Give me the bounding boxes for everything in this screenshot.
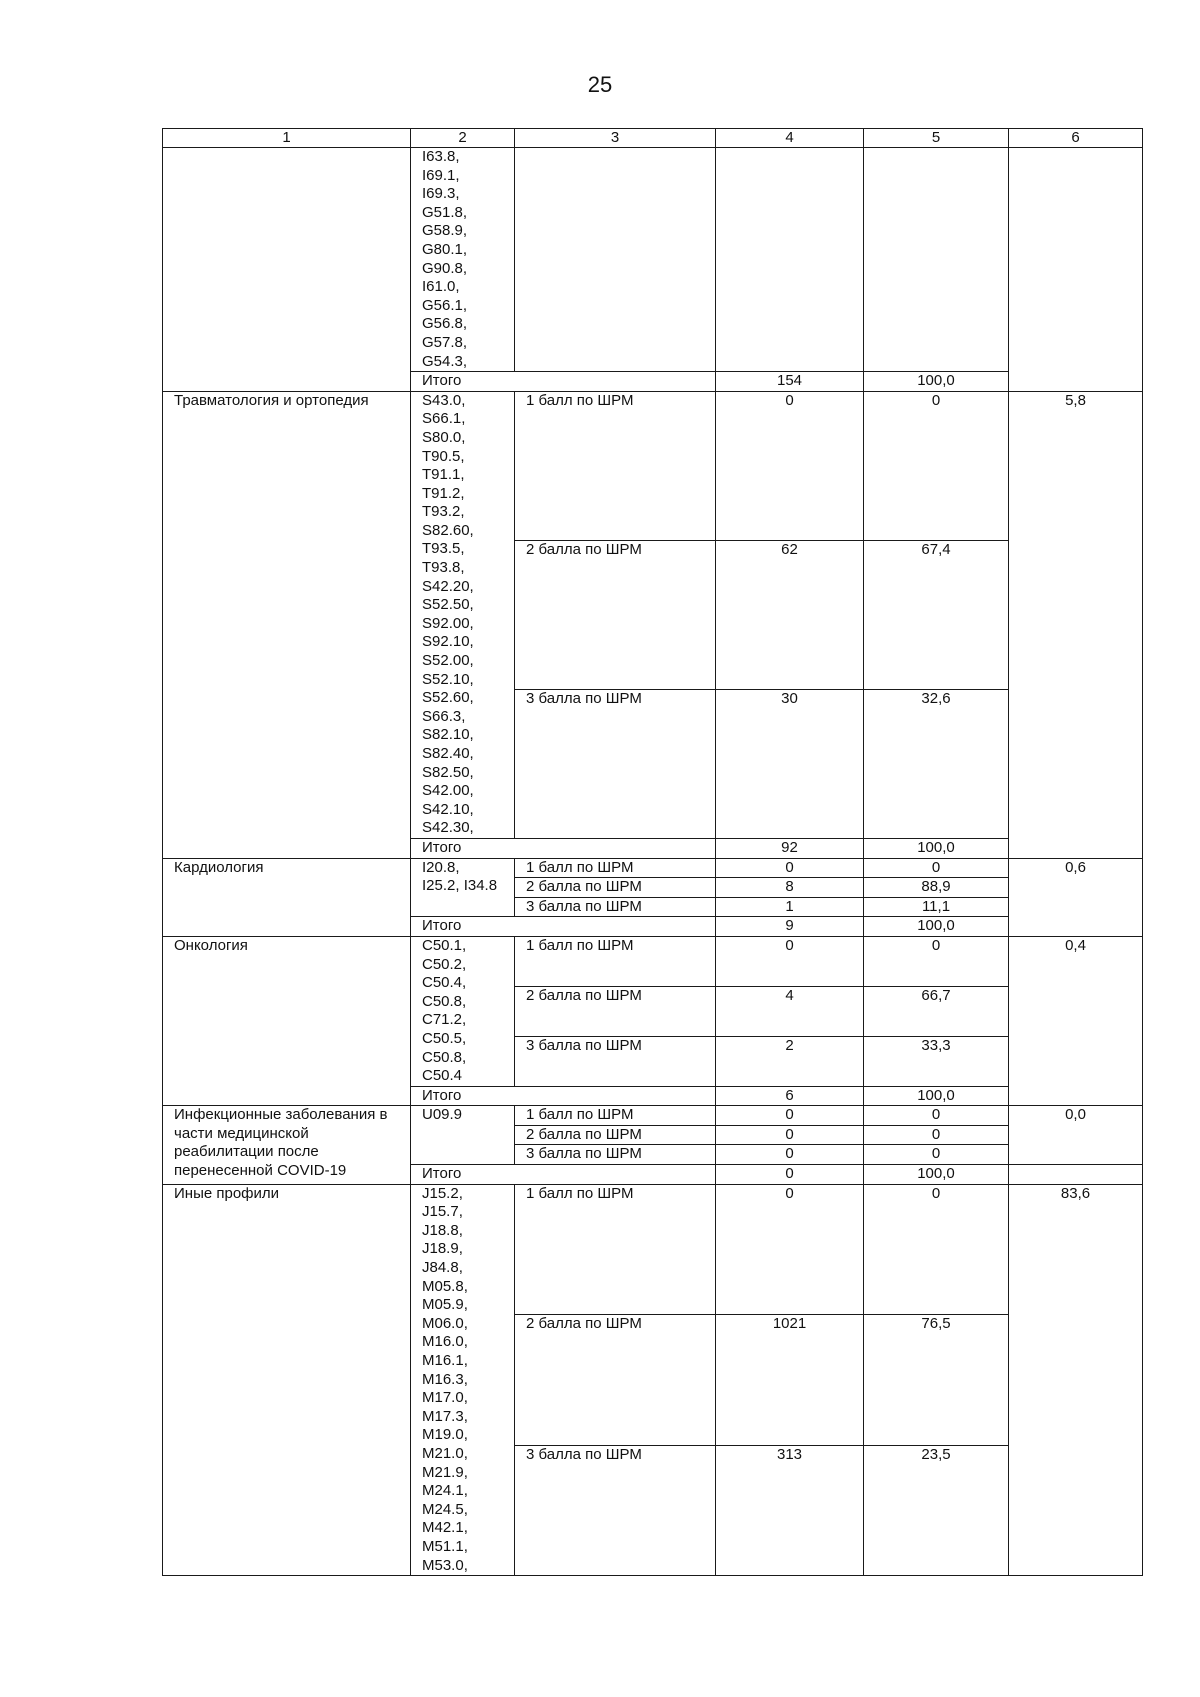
- count-cell: 0: [716, 936, 864, 986]
- percent-cell: 0: [864, 1184, 1009, 1314]
- count-cell: [716, 148, 864, 372]
- icd-codes: [422, 1106, 514, 1125]
- count-cell: 0: [716, 391, 864, 540]
- icd-code: S92.00,: [422, 614, 474, 632]
- table-header-row: [163, 129, 1143, 148]
- page-number: 25: [587, 72, 613, 97]
- percent-cell: [864, 148, 1009, 372]
- total-count: 92: [716, 838, 864, 858]
- count-cell: 0: [716, 858, 864, 878]
- icd-code: S52.00,: [422, 652, 474, 670]
- count-cell: 0: [716, 1145, 864, 1165]
- icd-codes-cell: [411, 858, 515, 917]
- icd-code: G58.9,: [422, 222, 468, 240]
- icd-code: T91.1,: [422, 466, 465, 484]
- percent-cell: 76,5: [864, 1315, 1009, 1445]
- count-cell: 313: [716, 1445, 864, 1576]
- icd-code: M21.9,: [422, 1463, 468, 1481]
- icd-codes: [422, 937, 514, 1086]
- icd-code: M16.3,: [422, 1370, 468, 1388]
- icd-code: S80.0,: [422, 428, 466, 446]
- share-cell: 0,0: [1009, 1106, 1143, 1165]
- table-row: [163, 1184, 1143, 1314]
- icd-code: G54.3,: [422, 352, 468, 370]
- total-label: Итого: [411, 1086, 716, 1106]
- icd-code: M16.0,: [422, 1333, 468, 1351]
- total-count: 9: [716, 917, 864, 937]
- count-cell: 0: [716, 1106, 864, 1126]
- icd-code: M05.8,: [422, 1277, 468, 1295]
- share-cell: 0,6: [1009, 858, 1143, 936]
- score-cell: 1 балл по ШРМ: [515, 936, 716, 986]
- share-cell: 0,4: [1009, 936, 1143, 1105]
- total-count: 6: [716, 1086, 864, 1106]
- percent-cell: 0: [864, 1125, 1009, 1145]
- table-row: [163, 936, 1143, 986]
- icd-code: G57.8,: [422, 333, 468, 351]
- icd-code: G56.8,: [422, 315, 468, 333]
- icd-code: C50.4,: [422, 974, 467, 992]
- percent-cell: 11,1: [864, 897, 1009, 917]
- table-row: [163, 858, 1143, 878]
- percent-cell: 0: [864, 1145, 1009, 1165]
- total-label: Итого: [411, 372, 716, 392]
- icd-code: M05.9,: [422, 1296, 468, 1314]
- score-cell: 2 балла по ШРМ: [515, 878, 716, 898]
- total-label: Итого: [411, 838, 716, 858]
- icd-code: S92.10,: [422, 633, 474, 651]
- icd-codes: [422, 148, 514, 371]
- total-count: 154: [716, 372, 864, 392]
- icd-code: J15.2,: [422, 1184, 463, 1202]
- table-row: [163, 1106, 1143, 1126]
- icd-code: T91.2,: [422, 484, 465, 502]
- icd-code: G51.8,: [422, 203, 468, 221]
- icd-code: S82.60,: [422, 521, 474, 539]
- icd-code: I69.3,: [422, 185, 460, 203]
- icd-code: M16.1,: [422, 1352, 468, 1369]
- table-row: [163, 391, 1143, 540]
- icd-code: S52.50,: [422, 596, 474, 614]
- profile-cell: Иные профили: [163, 1184, 411, 1575]
- icd-code: I20.8,: [422, 858, 460, 876]
- score-cell: 3 балла по ШРМ: [515, 689, 716, 838]
- icd-code: S42.00,: [422, 782, 474, 800]
- profile-cell: Инфекционные заболевания в части медицинской реабилитации после перенесенной COVID-19: [163, 1106, 411, 1184]
- icd-code: J18.9,: [422, 1240, 463, 1258]
- score-cell: 1 балл по ШРМ: [515, 858, 716, 878]
- icd-code: M24.1,: [422, 1482, 468, 1500]
- score-cell: 3 балла по ШРМ: [515, 1145, 716, 1165]
- total-percent: 100,0: [864, 1086, 1009, 1106]
- share-cell: 5,8: [1009, 391, 1143, 858]
- profile-cell: Травматология и ортопедия: [163, 391, 411, 858]
- icd-code: C50.1,: [422, 936, 467, 954]
- score-cell: [515, 148, 716, 372]
- share-cell-empty: [1009, 1165, 1143, 1185]
- table-body: [163, 148, 1143, 1576]
- count-cell: 62: [716, 540, 864, 689]
- score-cell: 3 балла по ШРМ: [515, 1445, 716, 1576]
- icd-code: S42.30,: [422, 819, 474, 837]
- icd-code: J18.8,: [422, 1221, 463, 1239]
- share-cell: 83,6: [1009, 1184, 1143, 1575]
- icd-code: M19.0,: [422, 1426, 468, 1444]
- table-row: [163, 148, 1143, 372]
- percent-cell: 0: [864, 1106, 1009, 1126]
- icd-code: C50.4: [422, 1067, 463, 1085]
- icd-code: J84.8,: [422, 1259, 463, 1277]
- column-header: 3: [515, 129, 716, 148]
- icd-codes-cell: [411, 148, 515, 372]
- share-cell: [1009, 148, 1143, 392]
- icd-code: S82.50,: [422, 763, 474, 781]
- icd-code: U09.9: [422, 1106, 463, 1124]
- column-header: 1: [163, 129, 411, 148]
- count-cell: 1021: [716, 1315, 864, 1445]
- total-label: Итого: [411, 1165, 716, 1185]
- icd-code: M21.0,: [422, 1444, 468, 1462]
- icd-code: C71.2,: [422, 1011, 467, 1029]
- percent-cell: 23,5: [864, 1445, 1009, 1576]
- percent-cell: 67,4: [864, 540, 1009, 689]
- icd-codes: [422, 1185, 514, 1575]
- icd-code: M17.3,: [422, 1407, 468, 1425]
- profile-cell: Кардиология: [163, 858, 411, 936]
- score-cell: 1 балл по ШРМ: [515, 1106, 716, 1126]
- score-cell: 1 балл по ШРМ: [515, 391, 716, 540]
- total-count: 0: [716, 1165, 864, 1185]
- icd-code: I69.1,: [422, 166, 460, 184]
- percent-cell: 33,3: [864, 1036, 1009, 1086]
- icd-code: J15.7,: [422, 1203, 463, 1221]
- icd-code: C50.8,: [422, 992, 467, 1010]
- score-cell: 1 балл по ШРМ: [515, 1184, 716, 1314]
- score-cell: 3 балла по ШРМ: [515, 897, 716, 917]
- percent-cell: 0: [864, 858, 1009, 878]
- icd-code: G90.8,: [422, 259, 468, 277]
- icd-code: S52.60,: [422, 689, 474, 707]
- total-label: Итого: [411, 917, 716, 937]
- icd-code: T93.8,: [422, 559, 465, 577]
- total-percent: 100,0: [864, 838, 1009, 858]
- icd-code: M06.0,: [422, 1314, 468, 1332]
- rehabilitation-table: [162, 128, 1143, 1576]
- icd-code: M17.0,: [422, 1389, 468, 1407]
- icd-code: G56.1,: [422, 296, 468, 314]
- percent-cell: 0: [864, 936, 1009, 986]
- total-percent: 100,0: [864, 917, 1009, 937]
- count-cell: 0: [716, 1125, 864, 1145]
- icd-codes: [422, 392, 514, 838]
- icd-code: I63.8,: [422, 148, 460, 165]
- icd-codes-cell: [411, 1184, 515, 1575]
- icd-code: S66.1,: [422, 410, 466, 428]
- count-cell: 1: [716, 897, 864, 917]
- column-header: 6: [1009, 129, 1143, 148]
- count-cell: 30: [716, 689, 864, 838]
- count-cell: 4: [716, 986, 864, 1036]
- icd-code: I61.0,: [422, 278, 460, 296]
- icd-code: S66.3,: [422, 707, 466, 725]
- column-header: 4: [716, 129, 864, 148]
- count-cell: 0: [716, 1184, 864, 1314]
- icd-codes-cell: [411, 391, 515, 838]
- icd-code: C50.2,: [422, 955, 467, 973]
- icd-code: G80.1,: [422, 240, 468, 258]
- icd-code: S42.10,: [422, 800, 474, 818]
- icd-code: T93.2,: [422, 503, 465, 521]
- icd-code: S82.10,: [422, 726, 474, 744]
- percent-cell: 32,6: [864, 689, 1009, 838]
- percent-cell: 66,7: [864, 986, 1009, 1036]
- icd-codes: [422, 859, 514, 896]
- count-cell: 2: [716, 1036, 864, 1086]
- icd-code: S82.40,: [422, 745, 474, 762]
- icd-code: T90.5,: [422, 447, 465, 465]
- score-cell: 3 балла по ШРМ: [515, 1036, 716, 1086]
- score-cell: 2 балла по ШРМ: [515, 986, 716, 1036]
- icd-codes-cell: [411, 936, 515, 1086]
- icd-code: M42.1,: [422, 1519, 468, 1537]
- profile-cell: [163, 148, 411, 392]
- total-percent: 100,0: [864, 372, 1009, 392]
- score-cell: 2 балла по ШРМ: [515, 1315, 716, 1445]
- percent-cell: 88,9: [864, 878, 1009, 898]
- column-header: 5: [864, 129, 1009, 148]
- column-header: 2: [411, 129, 515, 148]
- icd-code: M53.0,: [422, 1556, 468, 1574]
- icd-code: S43.0,: [422, 391, 466, 409]
- icd-code: M24.5,: [422, 1500, 468, 1518]
- icd-codes-cell: [411, 1106, 515, 1165]
- icd-code: C50.5,: [422, 1029, 467, 1047]
- icd-code: S52.10,: [422, 670, 474, 688]
- total-percent: 100,0: [864, 1165, 1009, 1185]
- icd-code: S42.20,: [422, 577, 474, 595]
- icd-code: C50.8,: [422, 1048, 467, 1066]
- score-cell: 2 балла по ШРМ: [515, 1125, 716, 1145]
- icd-code: M51.1,: [422, 1537, 468, 1555]
- percent-cell: 0: [864, 391, 1009, 540]
- profile-cell: Онкология: [163, 936, 411, 1105]
- count-cell: 8: [716, 878, 864, 898]
- score-cell: 2 балла по ШРМ: [515, 540, 716, 689]
- icd-code: T93.5,: [422, 540, 465, 558]
- icd-code: I25.2, I34.8: [422, 877, 498, 895]
